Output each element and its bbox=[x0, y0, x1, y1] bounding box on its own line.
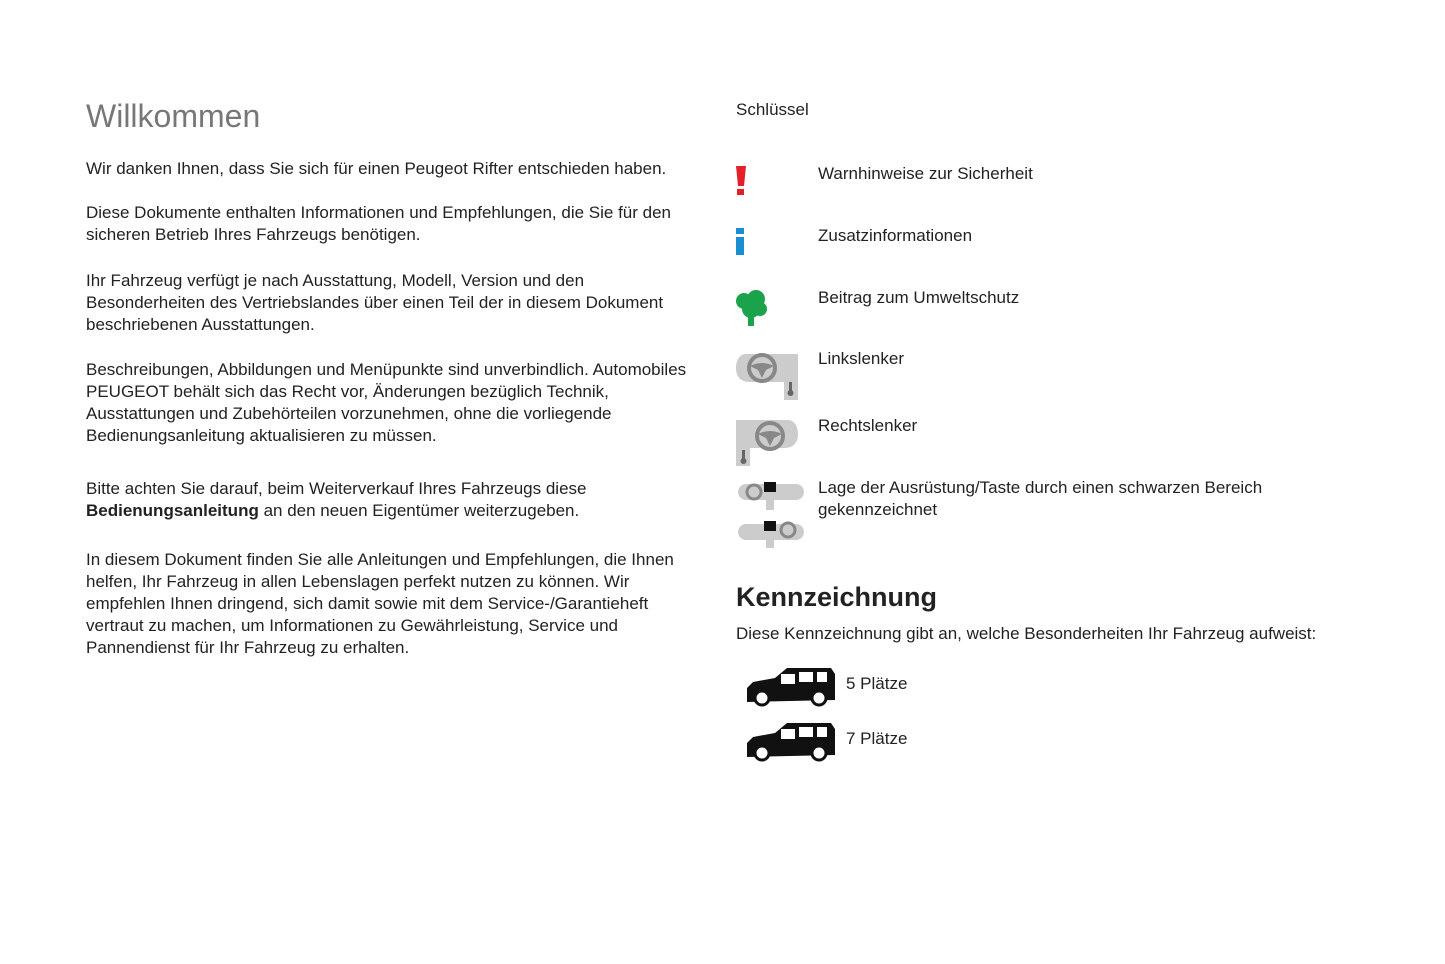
info-icon bbox=[734, 228, 746, 256]
page-title: Willkommen bbox=[86, 98, 261, 134]
key-label-location: Lage der Ausrüstung/Taste durch einen schwarzen Bereich gekennzeichnet bbox=[818, 478, 1263, 519]
identification-subtitle: Diese Kennzeichnung gibt an, welche Besonderheiten Ihr Fahrzeug aufweist: bbox=[736, 624, 1317, 643]
exclamation-icon bbox=[734, 166, 748, 196]
documents-paragraph: Diese Dokumente enthalten Informationen und Empfehlungen, die Sie für den sicheren Betrieb Ihres Fahrzeugs benötigen. bbox=[86, 203, 671, 244]
resale-text-end: an den neuen Eigentümer weiterzugeben. bbox=[258, 501, 580, 520]
resale-paragraph bbox=[86, 478, 686, 522]
intro-paragraph: Wir danken Ihnen, dass Sie sich für einen Peugeot Rifter entschieden haben. bbox=[86, 159, 667, 178]
car-7-seats-icon bbox=[745, 721, 835, 763]
equipment-paragraph: Ihr Fahrzeug verfügt je nach Ausstattung, Modell, Version und den Besonderheiten des Vertriebslandes über einen Teil der in diesem Dokument beschriebenen Ausstattungen. bbox=[86, 271, 664, 334]
key-label-rhd: Rechtslenker bbox=[818, 416, 918, 435]
resale-text: Bitte achten Sie darauf, beim Weiterverkauf Ihres Fahrzeugs diese bbox=[86, 479, 587, 498]
key-label-environment: Beitrag zum Umweltschutz bbox=[818, 288, 1020, 307]
identification-title: Kennzeichnung bbox=[736, 582, 937, 612]
label-7-seats: 7 Plätze bbox=[846, 729, 908, 748]
car-5-seats-icon bbox=[745, 666, 835, 708]
equipment-location-icon bbox=[736, 480, 806, 550]
left-hand-drive-icon bbox=[736, 352, 800, 400]
closing-paragraph: In diesem Dokument finden Sie alle Anleitungen und Empfehlungen, die Ihnen helfen, Ihr Fahrzeug in allen Lebenslagen perfekt nutzen zu können. Wir empfehlen Ihnen dringend, sich damit sowie mit dem Service-/Garantieheft vertraut zu machen, um Informationen zu Gewährleistung, Service und Pannendienst für Ihr Fahrzeug zu erhalten. bbox=[86, 550, 674, 657]
resale-bold-text: Bedienungsanleitung bbox=[86, 501, 259, 520]
tree-icon bbox=[734, 289, 768, 327]
key-label-lhd: Linkslenker bbox=[818, 349, 904, 368]
label-5-seats: 5 Plätze bbox=[846, 674, 908, 693]
key-label-warning: Warnhinweise zur Sicherheit bbox=[818, 164, 1033, 183]
key-label-info: Zusatzinformationen bbox=[818, 226, 973, 245]
disclaimer-paragraph: Beschreibungen, Abbildungen und Menüpunkte sind unverbindlich. Automobiles PEUGEOT behält sich das Recht vor, Änderungen bezüglich Technik, Ausstattungen und Zubehörteilen vorzunehmen, ohne die vorliegende Bedienungsanleitung aktualisieren zu müssen. bbox=[86, 360, 687, 445]
right-hand-drive-icon bbox=[736, 418, 800, 468]
key-title: Schlüssel bbox=[736, 100, 809, 119]
